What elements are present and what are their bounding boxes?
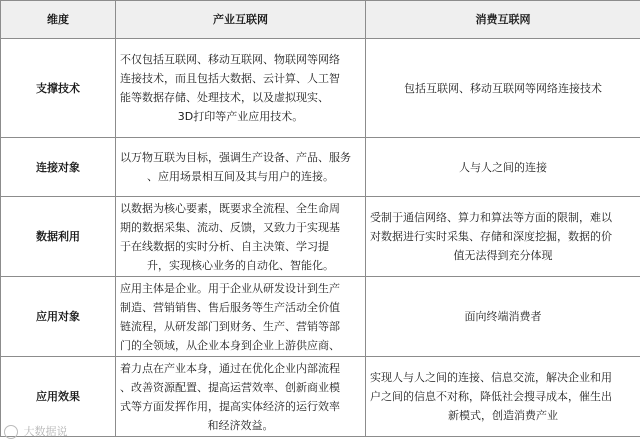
cell-line: 于在线数据的实时分析、自主决策、学习提	[120, 239, 329, 253]
cell-line: 受制于通信网络、算力和算法等方面的限制，难以	[370, 211, 612, 224]
dimension-cell: 数据利用	[1, 197, 116, 277]
consumer-cell	[366, 277, 640, 357]
header-dimension: 维度	[1, 1, 116, 39]
cell-line: 、应用场景相互间及其与用户的连接。	[147, 170, 334, 183]
watermark-logo-icon	[4, 425, 18, 439]
table-row	[1, 197, 640, 277]
cell-line: 和经济效益。	[207, 418, 274, 432]
cell-line: 以数据为核心要素，既要求全流程、全生命周	[120, 201, 340, 215]
cell-line: 式等方面发挥作用，提高实体经济的运行效率	[120, 399, 340, 413]
cell-line: 户之间的信息不对称，降低社会搜寻成本，催生出	[370, 390, 612, 403]
consumer-cell	[366, 39, 640, 138]
cell-line: 以万物互联为目标，强调生产设备、产品、服务	[120, 151, 351, 164]
industrial-cell	[116, 357, 366, 437]
dimension-cell: 连接对象	[1, 138, 116, 197]
cell-line: 人与人之间的连接	[459, 160, 547, 174]
cell-line: 制造、营销销售、售后服务等生产活动全价值	[120, 300, 340, 314]
table-row	[1, 277, 640, 357]
dimension-cell: 支撑技术	[1, 39, 116, 138]
header-industrial-internet: 产业互联网	[116, 1, 366, 39]
cell-line: 对数据进行实时采集、存储和深度挖掘，数据的价	[370, 230, 612, 243]
table-row	[1, 138, 640, 197]
cell-line: 包括互联网、移动互联网等网络连接技术	[404, 81, 602, 95]
cell-line: 、改善资源配置、提高运营效率、创新商业模	[120, 380, 340, 394]
consumer-cell	[366, 197, 640, 277]
industrial-cell	[116, 39, 366, 138]
cell-line: 值无法得到充分体现	[453, 249, 553, 262]
consumer-cell	[366, 138, 640, 197]
consumer-cell	[366, 357, 640, 437]
cell-line: 链流程，从研发部门到财务、生产、营销等部	[120, 319, 340, 333]
header-row	[1, 1, 640, 39]
cell-line: 门的全领域，从企业本身到企业上游供应商、	[120, 338, 340, 352]
table-row	[1, 357, 640, 437]
cell-line: 连接技术，而且包括大数据、云计算、人工智	[120, 72, 340, 85]
dimension-cell: 应用效果	[1, 357, 116, 437]
industrial-cell	[116, 138, 366, 197]
cell-line: 能等数据存储、处理技术，以及虚拟现实、	[120, 91, 329, 104]
cell-line: 期的数据采集、流动、反馈，又致力于实现基	[120, 220, 340, 234]
table-row	[1, 39, 640, 138]
header-consumer-internet: 消费互联网	[366, 1, 640, 39]
dimension-cell: 应用对象	[1, 277, 116, 357]
industrial-cell	[116, 277, 366, 357]
cell-line: 实现人与人之间的连接、信息交流，解决企业和用	[370, 371, 612, 384]
cell-line: 3D打印等产业应用技术。	[177, 110, 304, 123]
cell-line: 不仅包括互联网、移动互联网、物联网等网络	[120, 53, 340, 66]
cell-line: 面向终端消费者	[464, 310, 542, 323]
cell-line: 新模式，创造消费产业	[448, 409, 558, 422]
watermark-text: 大数据说	[23, 425, 68, 438]
cell-line: 升，实现核心业务的自动化、智能化。	[147, 258, 334, 272]
cell-line: 应用主体是企业。用于企业从研发设计到生产	[120, 281, 340, 295]
watermark	[4, 423, 68, 439]
cell-line: 着力点在产业本身，通过在优化企业内部流程	[120, 361, 340, 375]
industrial-cell	[116, 197, 366, 277]
